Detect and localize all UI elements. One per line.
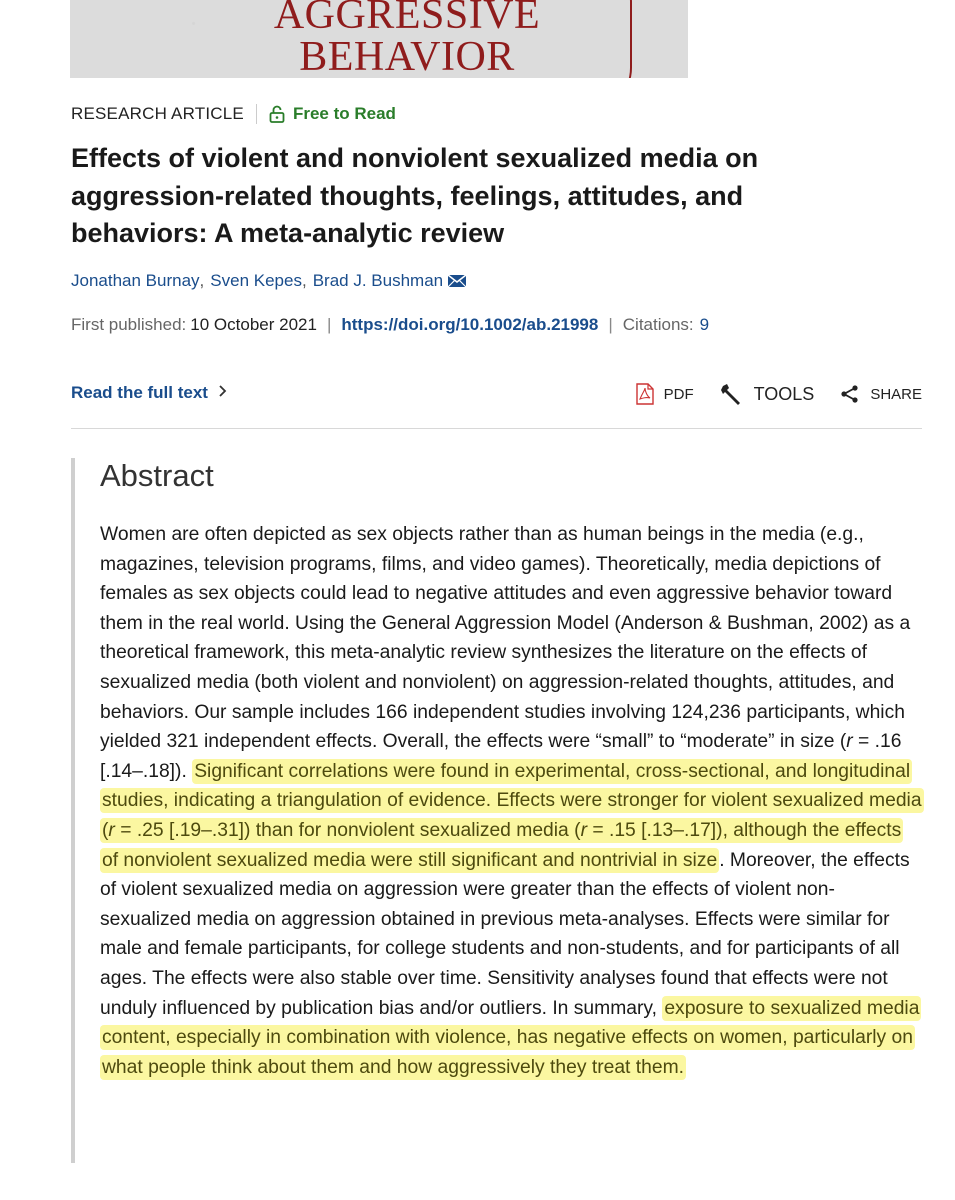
read-full-text-link[interactable] bbox=[71, 383, 227, 403]
abstract-text bbox=[100, 520, 922, 1082]
journal-title-line2: BEHAVIOR bbox=[299, 34, 515, 78]
share-icon bbox=[840, 384, 860, 404]
pdf-label: PDF bbox=[663, 385, 694, 403]
unlock-icon bbox=[269, 105, 285, 123]
author-list bbox=[71, 271, 467, 291]
share-label: SHARE bbox=[870, 385, 922, 403]
pdf-button[interactable] bbox=[636, 383, 694, 405]
tools-label: TOOLS bbox=[753, 383, 815, 404]
divider: | bbox=[608, 315, 613, 334]
first-published-label: First published: bbox=[71, 315, 187, 334]
abstract-text-run: = .25 [.19–.31]) than for nonviolent sexualized media ( bbox=[114, 819, 581, 841]
journal-title-line1: AGGRESSIVE bbox=[273, 0, 541, 38]
chevron-right-icon bbox=[218, 383, 227, 403]
wrench-icon bbox=[720, 382, 744, 406]
author-link[interactable]: Jonathan Burnay bbox=[71, 271, 200, 290]
abstract-text-run: . Moreover, the effects of violent sexualized media on aggression were greater than the effects of violent non-sexualized media on aggression obtained in previous meta-analyses. Effects were similar for male and female participants, for college students and non-students, and for participants of all ages. The effects were also stable over time. Sensitivity analyses found that effects were not unduly influenced by publication bias and/or outliers. In summary, bbox=[100, 849, 910, 1019]
publication-info bbox=[71, 315, 709, 335]
author-link[interactable]: Sven Kepes bbox=[210, 271, 302, 290]
abstract-text-run: = .16 [.14–.18]). bbox=[100, 731, 902, 782]
divider bbox=[256, 104, 257, 124]
abstract-text-run: Significant correlations were found in experimental, cross-sectional, and longitudinal studies, indicating a triangulation of evidence. Effects were stronger for violent sexualized media ( bbox=[102, 760, 922, 841]
abstract-text-run: = .15 [.13–.17]), although the effects of nonviolent sexualized media were still significant and nontrivial in size bbox=[102, 819, 902, 871]
abstract-text-run: Women are often depicted as sex objects rather than as human beings in the media (e.g., magazines, television programs, films, and video games). Theoretically, media depictions of females as sex objects could lead to negative attitudes and even aggressive behavior toward them in the real world. Using the General Aggression Model (Anderson & Bushman, 2002) as a theoretical framework, this meta-analytic review synthesizes the literature on the effects of sexualized media (both violent and nonviolent) on aggression-related thoughts, attitudes, and behaviors. Our sample includes 166 independent studies involving 124,236 participants, which yielded 321 independent effects. Overall, the effects were “small” to “moderate” in size ( bbox=[100, 524, 911, 753]
share-button[interactable] bbox=[840, 384, 922, 404]
email-icon[interactable] bbox=[447, 274, 467, 288]
access-badge bbox=[269, 104, 396, 124]
citations-label: Citations: bbox=[622, 315, 694, 334]
abstract-heading: Abstract bbox=[100, 458, 214, 493]
pdf-icon bbox=[636, 383, 654, 405]
statistic-variable: r bbox=[108, 819, 115, 841]
read-full-text-label: Read the full text bbox=[71, 383, 208, 402]
article-type: RESEARCH ARTICLE bbox=[71, 104, 244, 123]
doi-link[interactable]: https://doi.org/10.1002/ab.21998 bbox=[341, 315, 599, 334]
author-separator: , bbox=[301, 271, 307, 290]
first-published-date: 10 October 2021 bbox=[190, 315, 317, 334]
tools-button[interactable] bbox=[720, 382, 815, 406]
author-link[interactable]: Brad J. Bushman bbox=[312, 271, 444, 290]
access-badge-label: Free to Read bbox=[292, 104, 396, 123]
article-tools bbox=[610, 382, 922, 406]
article-title: Effects of violent and nonviolent sexualized media on aggression-related thoughts, feelings, attitudes, and behaviors: A meta-analytic review bbox=[71, 143, 759, 248]
citations-count-link[interactable]: 9 bbox=[699, 315, 710, 334]
statistic-variable: r bbox=[846, 731, 853, 753]
section-divider bbox=[71, 428, 922, 429]
journal-banner bbox=[70, 0, 688, 78]
article-meta-row bbox=[71, 104, 396, 124]
journal-logo bbox=[227, 0, 587, 78]
abstract-left-rule bbox=[71, 458, 75, 1163]
author-separator: , bbox=[199, 271, 205, 290]
divider: | bbox=[326, 315, 332, 334]
highlighted-text: exposure to sexualized media content, especially in combination with violence, has negative effects on women, particularly on what people think about them and how aggressively they treat them. bbox=[102, 997, 920, 1078]
statistic-variable: r bbox=[580, 819, 587, 841]
banner-decoration bbox=[590, 0, 632, 78]
